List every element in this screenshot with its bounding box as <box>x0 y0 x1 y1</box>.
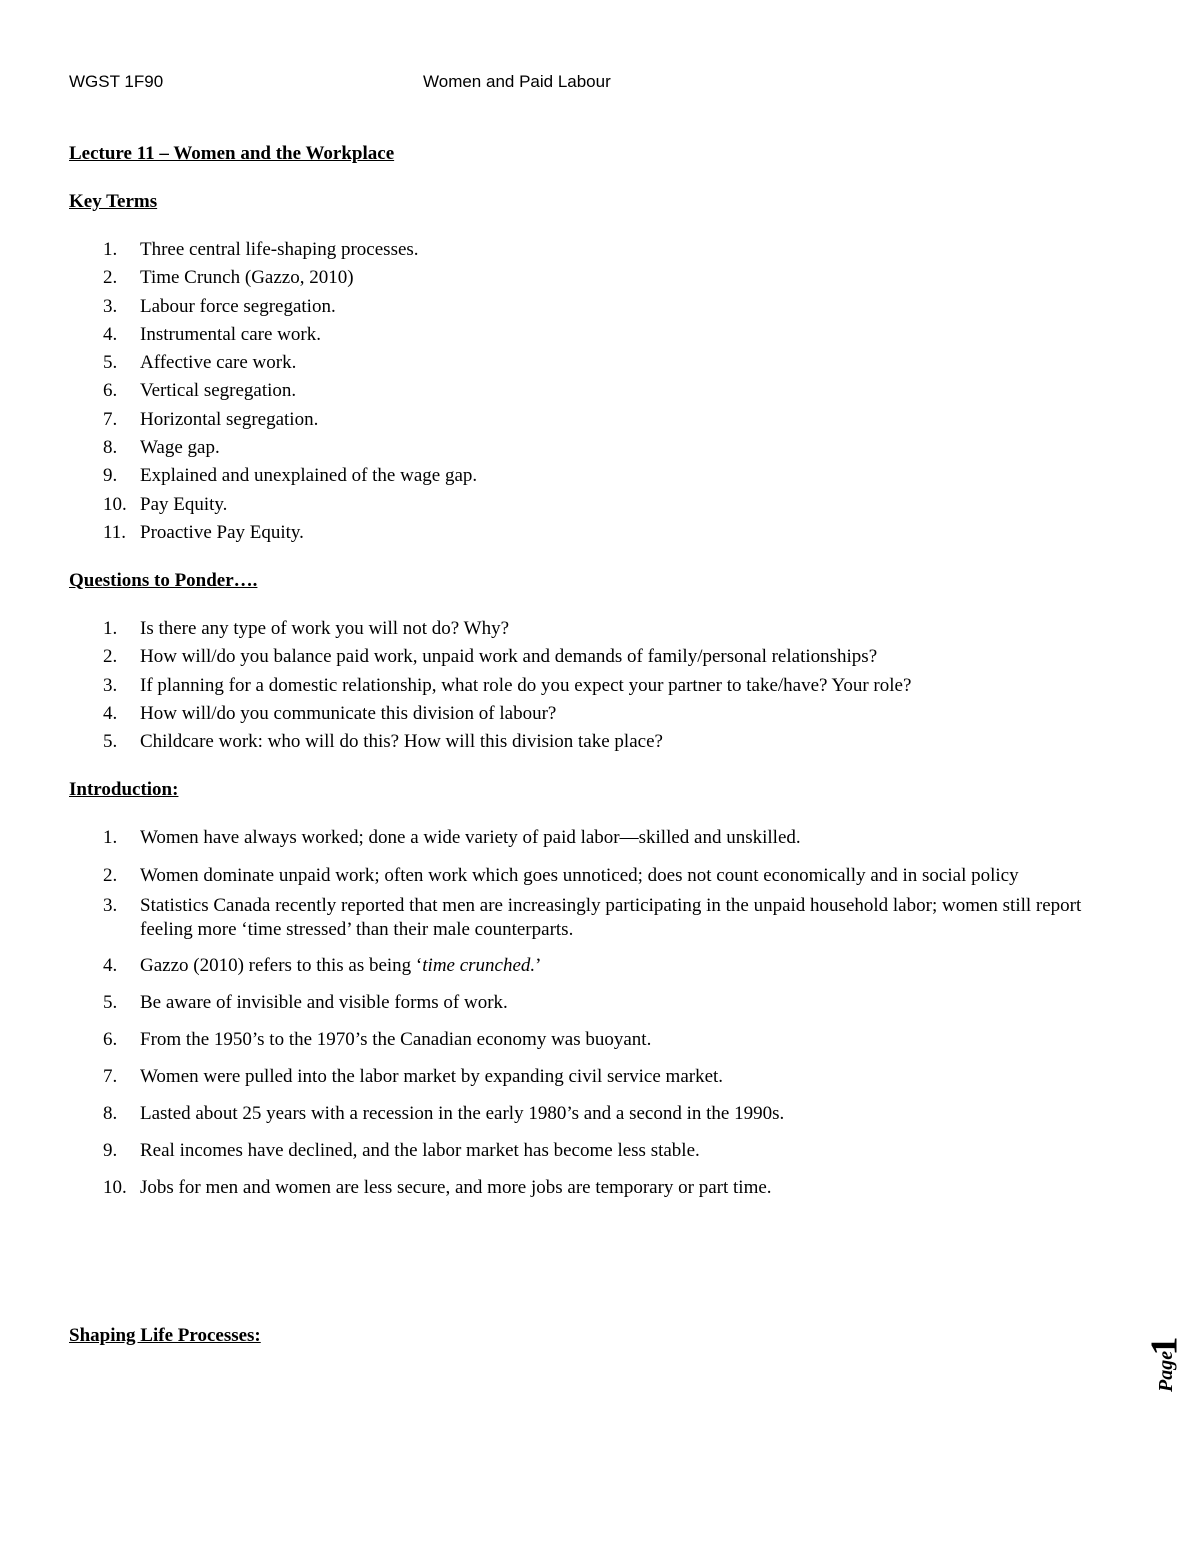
list-number: 1. <box>103 617 118 639</box>
list-text: Women have always worked; done a wide variety of paid labor—skilled and unskilled. <box>140 827 801 849</box>
list-number: 11. <box>103 521 127 543</box>
list-text: Proactive Pay Equity. <box>140 521 304 543</box>
list-item <box>69 954 1129 978</box>
list-text: Women dominate unpaid work; often work which goes unnoticed; does not count economically and in social policy <box>140 865 1019 887</box>
list-number: 4. <box>103 955 118 977</box>
questions-heading: Questions to Ponder…. <box>69 569 258 591</box>
list-number: 9. <box>103 1140 118 1162</box>
document-body <box>69 142 1129 1348</box>
list-text: Time Crunch (Gazzo, 2010) <box>140 267 354 289</box>
list-text: Wage gap. <box>140 437 220 459</box>
list-text: Three central life-shaping processes. <box>140 239 419 260</box>
list-text: Women were pulled into the labor market by expanding civil service market. <box>140 1066 724 1088</box>
list-number: 5. <box>103 352 118 374</box>
page-label: Page <box>1155 1350 1177 1392</box>
list-number: 8. <box>103 1103 118 1125</box>
page-number: 1 <box>1143 1336 1186 1356</box>
shaping-life-processes-heading: Shaping Life Processes: <box>69 1325 261 1347</box>
list-number: 4. <box>103 323 118 345</box>
list-item <box>69 991 1129 1015</box>
list-number: 2. <box>103 267 118 289</box>
list-item <box>69 894 1129 942</box>
list-number: 3. <box>103 895 118 917</box>
list-number: 3. <box>103 674 118 696</box>
list-number: 6. <box>103 380 118 402</box>
list-item <box>69 1065 1129 1089</box>
list-item <box>69 645 1129 669</box>
list-text: Statistics Canada recently reported that men are increasingly participating in the unpaid household labor; women still report feeling more ‘time stressed’ than their male counterparts. <box>140 895 1082 941</box>
list-number: 2. <box>103 865 118 887</box>
list-text: Instrumental care work. <box>140 323 321 345</box>
list-text: How will/do you balance paid work, unpaid work and demands of family/personal relationships? <box>140 646 878 668</box>
introduction-list <box>69 826 1129 1200</box>
list-text: ’ <box>535 955 542 977</box>
list-text: Pay Equity. <box>140 493 228 515</box>
key-terms-heading: Key Terms <box>69 191 158 212</box>
list-item <box>69 1028 1129 1052</box>
key-terms-list <box>69 238 1129 545</box>
lecture-title: Lecture 11 – Women and the Workplace <box>69 143 395 164</box>
list-item <box>69 521 1129 545</box>
list-text: Explained and unexplained of the wage gap. <box>140 465 478 487</box>
list-text: Gazzo (2010) refers to this as being ‘ <box>140 955 423 977</box>
list-text: From the 1950’s to the 1970’s the Canadian economy was buoyant. <box>140 1029 652 1051</box>
list-number: 8. <box>103 437 118 459</box>
list-number: 3. <box>103 295 118 317</box>
list-item <box>69 323 1129 347</box>
list-item <box>69 730 1129 754</box>
list-number: 5. <box>103 992 118 1014</box>
list-item <box>69 379 1129 403</box>
list-text: Vertical segregation. <box>140 380 297 402</box>
list-text: Be aware of invisible and visible forms of work. <box>140 992 508 1014</box>
list-number: 2. <box>103 646 118 668</box>
list-text: Jobs for men and women are less secure, and more jobs are temporary or part time. <box>140 1177 772 1199</box>
list-text: Lasted about 25 years with a recession in the early 1980’s and a second in the 1990s. <box>140 1103 785 1125</box>
page-number-marker <box>1143 1330 1195 1400</box>
list-number: 4. <box>103 702 118 724</box>
list-item <box>69 1102 1129 1126</box>
list-item <box>69 1176 1129 1200</box>
questions-list <box>69 617 1129 754</box>
list-text: Is there any type of work you will not do? Why? <box>140 617 510 639</box>
list-item <box>69 674 1129 698</box>
list-item <box>69 351 1129 375</box>
list-item <box>69 408 1129 432</box>
list-item <box>69 826 1129 850</box>
list-number: 1. <box>103 239 118 260</box>
list-number: 7. <box>103 1066 118 1088</box>
list-number: 6. <box>103 1029 118 1051</box>
list-item <box>69 464 1129 488</box>
list-item <box>69 266 1129 290</box>
list-text: Real incomes have declined, and the labor market has become less stable. <box>140 1140 700 1162</box>
list-text: Labour force segregation. <box>140 295 336 317</box>
list-item <box>69 295 1129 319</box>
list-text: If planning for a domestic relationship, what role do you expect your partner to take/have? Your role? <box>140 674 912 696</box>
list-number: 7. <box>103 408 118 430</box>
list-item <box>69 436 1129 460</box>
list-text: Affective care work. <box>140 352 297 374</box>
list-text: Childcare work: who will do this? How will this division take place? <box>140 731 663 753</box>
list-number: 9. <box>103 465 118 487</box>
introduction-heading: Introduction: <box>69 779 179 801</box>
list-number: 5. <box>103 731 118 753</box>
list-text: How will/do you communicate this division of labour? <box>140 702 557 724</box>
list-item <box>69 1139 1129 1163</box>
list-number: 10. <box>103 493 127 515</box>
course-title: Women and Paid Labour <box>423 72 611 91</box>
list-item <box>69 493 1129 517</box>
list-text: Horizontal segregation. <box>140 408 319 430</box>
list-number: 10. <box>103 1177 127 1199</box>
course-code: WGST 1F90 <box>69 72 164 91</box>
list-item <box>69 858 1129 894</box>
list-number: 1. <box>103 827 118 849</box>
list-item <box>69 617 1129 641</box>
list-item <box>69 702 1129 726</box>
list-text-italic: time crunched. <box>422 955 536 977</box>
list-item <box>69 238 1129 262</box>
